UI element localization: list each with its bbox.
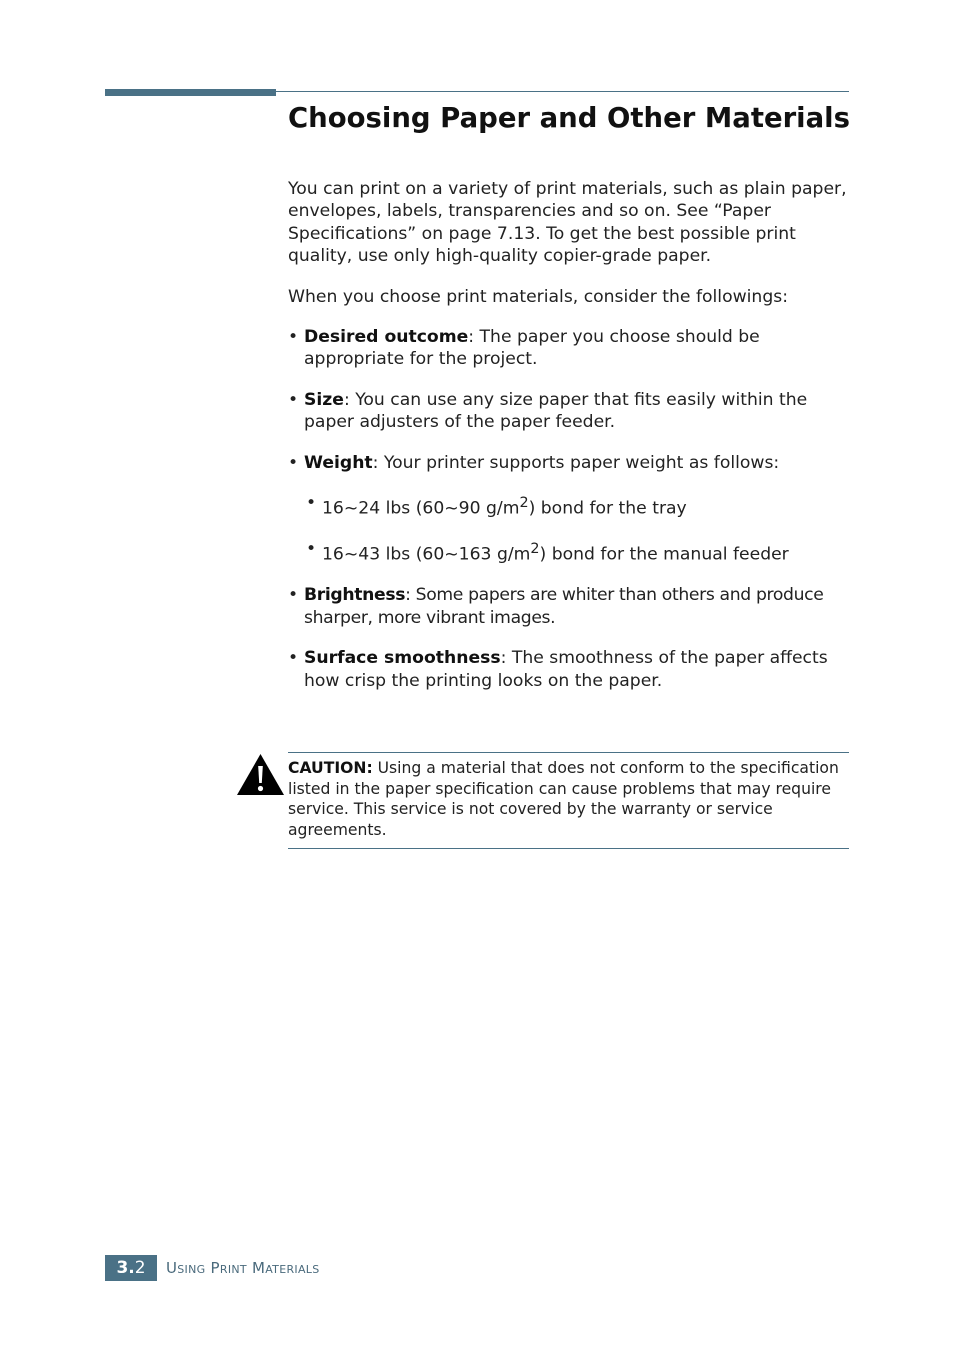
term-description: : The smoothness of the paper affects how crisp the printing looks on the paper. — [304, 648, 828, 691]
page-title: Choosing Paper and Other Materials — [288, 102, 850, 134]
term-description: : You can use any size paper that fits easily within the paper adjusters of the paper feeder. — [304, 389, 808, 433]
list-item-desired-outcome — [288, 326, 856, 371]
considerations-list — [288, 326, 856, 692]
term-description: : Some papers are whiter than others and produce sharper, more vibrant images. — [304, 585, 824, 628]
term-label: Size — [304, 389, 344, 410]
intro-paragraph: You can print on a variety of print materials, such as plain paper, envelopes, labels, transparencies and so on. See “Paper Specifications” on page 7.13. To get the best possible print quality, use only high-quality copier-grade paper. — [288, 179, 847, 267]
list-item-size — [288, 389, 856, 434]
bullet-dot: • — [288, 389, 299, 410]
main-content — [288, 178, 856, 710]
bullet-dot: • — [288, 327, 299, 348]
term-description: : Your printer supports paper weight as follows: — [372, 452, 780, 473]
warning-triangle-icon — [236, 753, 285, 796]
header-rule — [276, 91, 849, 92]
caution-top-rule — [288, 752, 849, 753]
weight-option-manual-feeder — [306, 538, 856, 566]
caution-bottom-rule — [288, 848, 849, 849]
page-number: 2 — [134, 1258, 146, 1278]
term-label: Surface smoothness — [304, 648, 501, 669]
footer-section-title: Using Print Materials — [166, 1259, 320, 1277]
list-item-surface-smoothness — [288, 647, 856, 692]
term-description: : The paper you choose should be appropriate for the project. — [304, 327, 760, 370]
superscript: 2 — [519, 495, 529, 512]
chapter-number: 3. — [116, 1258, 135, 1278]
term-label: Weight — [304, 452, 373, 473]
bullet-dot: • — [288, 452, 299, 473]
caution-note — [288, 758, 853, 840]
superscript: 2 — [530, 541, 540, 558]
bullet-dot: • — [288, 585, 298, 606]
weight-option-tray — [306, 492, 856, 520]
list-item-brightness — [288, 584, 856, 629]
list-item-weight — [288, 452, 856, 474]
term-label: Brightness — [304, 585, 406, 606]
bullet-dot: • — [288, 648, 299, 669]
bullet-dot: • — [306, 539, 317, 560]
consider-line: When you choose print materials, consider the followings: — [288, 286, 788, 307]
weight-range: 16~24 lbs (60~90 g/m — [322, 498, 520, 519]
term-label: Desired outcome — [304, 327, 469, 348]
header-accent-bar — [105, 89, 276, 96]
weight-usage: ) bond for the tray — [528, 498, 687, 519]
page-number-badge — [105, 1255, 157, 1281]
bullet-dot: • — [306, 493, 317, 514]
weight-range: 16~43 lbs (60~163 g/m — [322, 544, 531, 565]
weight-usage: ) bond for the manual feeder — [539, 544, 789, 565]
caution-label: CAUTION: — [288, 759, 373, 777]
caution-body: Using a material that does not conform to the specification listed in the paper specification can cause problems that may require service. This service is not covered by the warranty or service agreements. — [288, 759, 839, 839]
